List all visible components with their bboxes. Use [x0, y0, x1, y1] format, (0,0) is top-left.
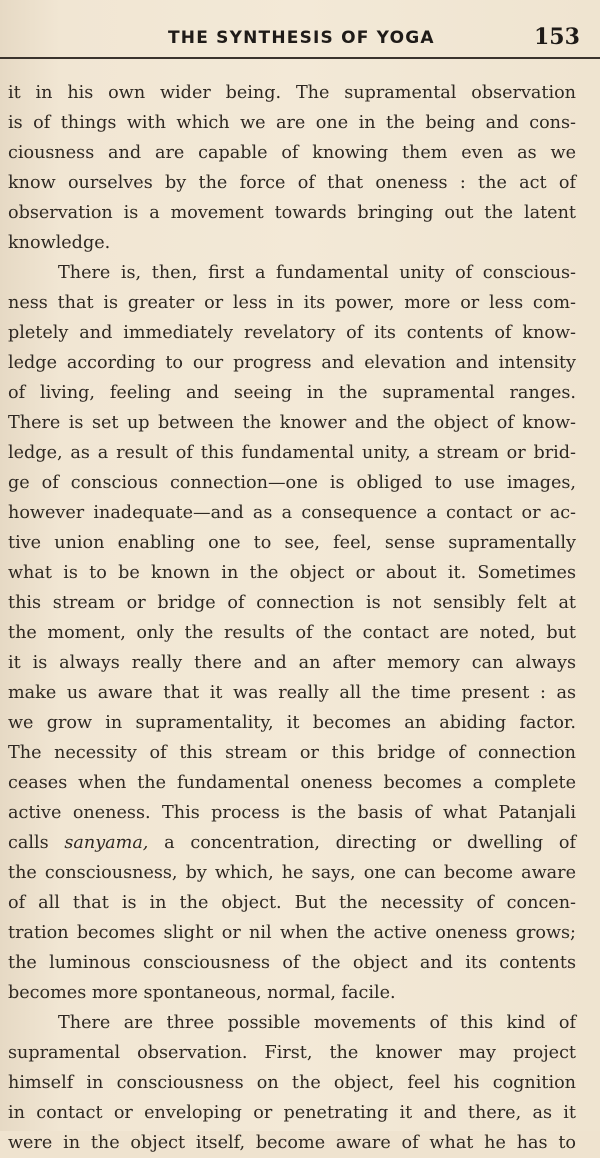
text-line: There are three possible movements of this kind of	[58, 1013, 576, 1033]
text-line: the consciousness, by which, he says, one can become aware	[8, 863, 576, 883]
text-line: we grow in supramentality, it becomes an abiding factor.	[8, 713, 576, 733]
text-line: the moment, only the results of the contact are noted, but	[8, 623, 576, 643]
text-line: know ourselves by the force of that oneness : the act of	[8, 173, 576, 193]
text-line: of all that is in the object. But the necessity of concen-	[8, 893, 576, 913]
running-head	[0, 22, 600, 62]
text-line: what is to be known in the object or about it. Sometimes	[8, 563, 576, 583]
text-line: tive union enabling one to see, feel, sense supramentally	[8, 533, 576, 553]
text-line: tration becomes slight or nil when the active oneness grows;	[8, 923, 576, 943]
text-line: ledge according to our progress and elevation and intensity	[8, 353, 576, 373]
text-segment: calls	[8, 833, 65, 853]
text-line: There is, then, first a fundamental unity of conscious-	[58, 263, 576, 283]
text-line: knowledge.	[8, 233, 111, 253]
text-line: however inadequate—and as a consequence a contact or ac-	[8, 503, 576, 523]
text-line: ge of conscious connection—one is obliged to use images,	[8, 473, 576, 493]
text-line: of living, feeling and seeing in the supramental ranges.	[8, 383, 576, 403]
header-rule	[0, 57, 600, 59]
text-line: make us aware that it was really all the time present : as	[8, 683, 576, 703]
text-line: in contact or enveloping or penetrating it and there, as it	[8, 1103, 576, 1123]
body-text	[8, 78, 576, 1158]
text-line: The necessity of this stream or this bridge of connection	[8, 743, 576, 763]
text-line: it is always really there and an after memory can always	[8, 653, 576, 673]
page-number: 153	[534, 24, 580, 50]
text-line: were in the object itself, become aware of what he has to	[8, 1133, 576, 1153]
text-line: becomes more spontaneous, normal, facile.	[8, 983, 396, 1003]
text-line: himself in consciousness on the object, feel his cognition	[8, 1073, 576, 1093]
text-line: supramental observation. First, the knower may project	[8, 1043, 576, 1063]
text-line: There is set up between the knower and the object of know-	[8, 413, 576, 433]
text-line: is of things with which we are one in the being and cons-	[8, 113, 576, 133]
text-segment: a concentration, directing or dwelling of	[148, 833, 576, 853]
italic-term: sanyama,	[64, 833, 149, 853]
text-line: this stream or bridge of connection is not sensibly felt at	[8, 593, 576, 613]
text-line-with-italic	[8, 828, 576, 858]
text-line: observation is a movement towards bringing out the latent	[8, 203, 576, 223]
text-line: ledge, as a result of this fundamental unity, a stream or brid-	[8, 443, 576, 463]
text-line: ness that is greater or less in its power, more or less com-	[8, 293, 576, 313]
running-head-title: THE SYNTHESIS OF YOGA	[168, 28, 435, 48]
text-line: pletely and immediately revelatory of its contents of know-	[8, 323, 576, 343]
text-line: the luminous consciousness of the object and its contents	[8, 953, 576, 973]
text-line: ciousness and are capable of knowing them even as we	[8, 143, 576, 163]
text-line: it in his own wider being. The supramental observation	[8, 83, 576, 103]
text-line: active oneness. This process is the basis of what Patanjali	[8, 803, 576, 823]
text-line: ceases when the fundamental oneness becomes a complete	[8, 773, 576, 793]
